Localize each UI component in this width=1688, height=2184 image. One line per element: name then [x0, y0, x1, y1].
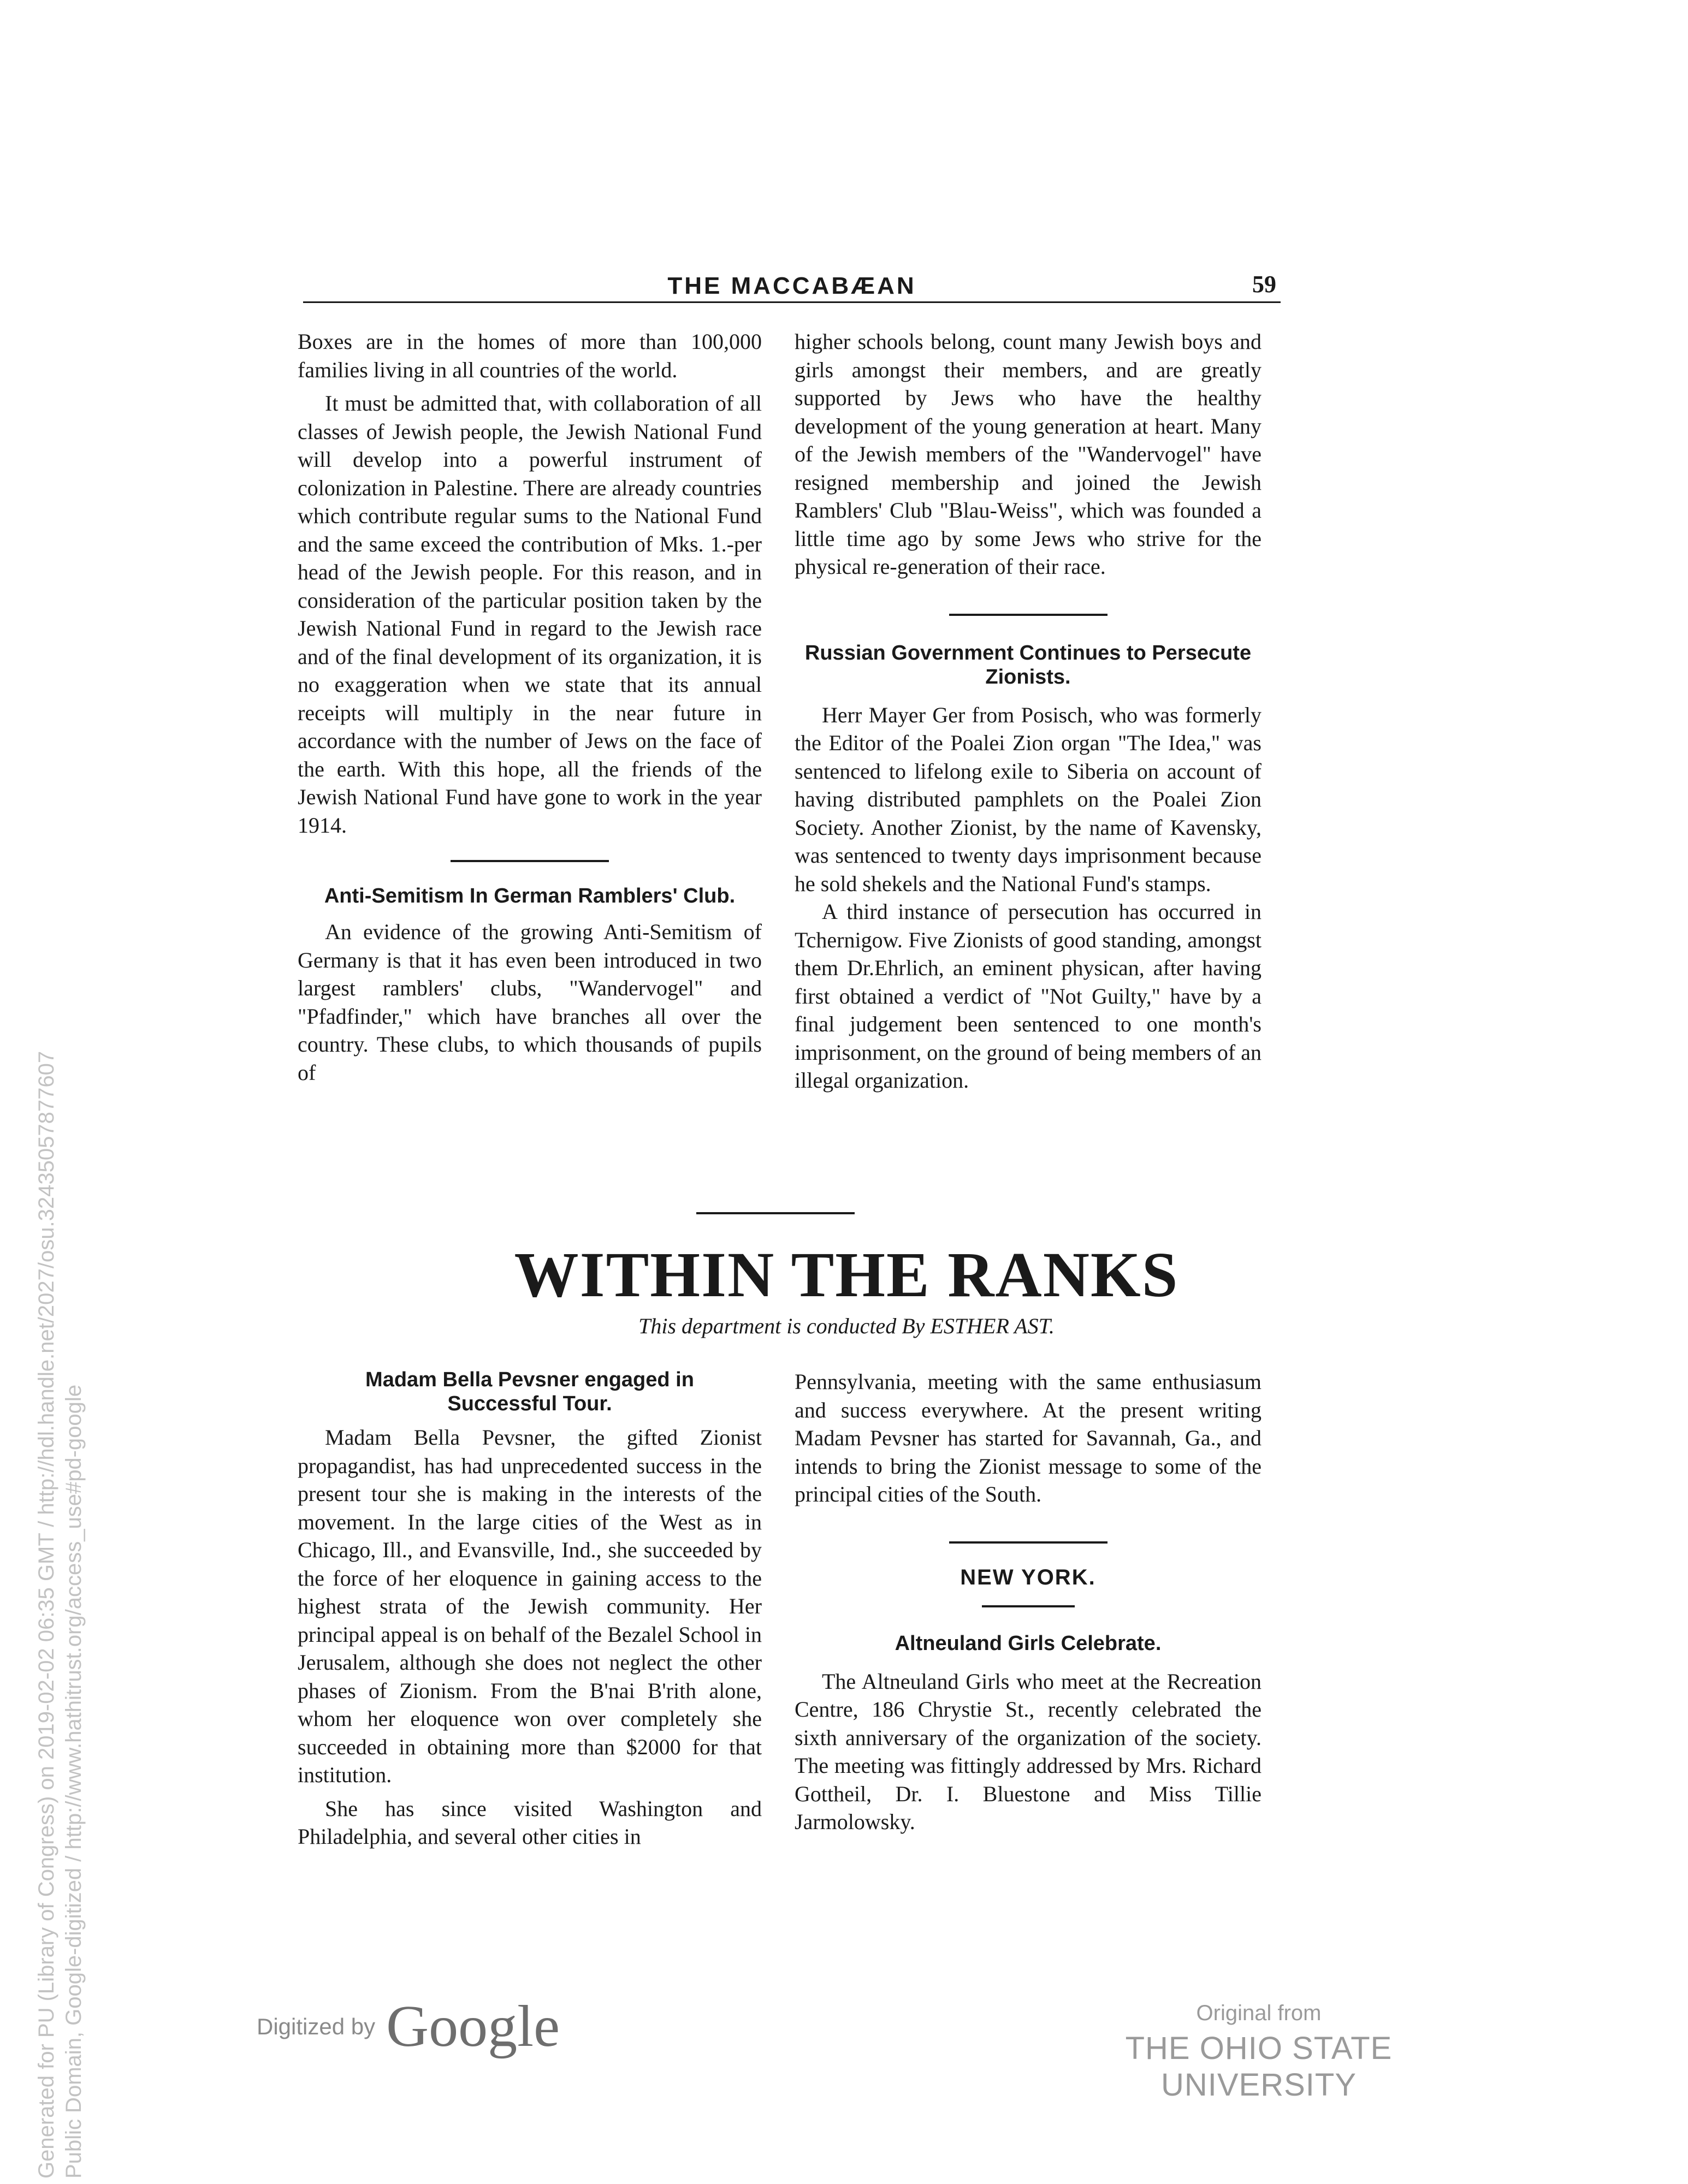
paragraph: higher schools belong, count many Jewish boys and girls amongst their members, and are greatly supported by Jews who have the healthy development of the young generation at heart. Many of the Jewish members of the "Wandervogel" have resigned membership and joined the Jewish Ramblers' Club "Blau-Weiss", which was founded a little time ago by some Jews who strive for the physical re-generation of their race. — [795, 329, 1261, 579]
paragraph: The Altneuland Girls who meet at the Recreation Centre, 186 Chrystie St., recently celebrated the sixth anniversary of the organization of the society. The meeting was fittingly addressed by Mrs. Richard Gottheil, Dr. I. Bluestone and Miss Tillie Jarmolowsky. — [795, 1669, 1261, 1834]
paragraph: Madam Bella Pevsner, the gifted Zionist propagandist, has had unprecedented success in the present tour she is making in the interests of the movement. In the large cities of the West as in Chicago, Ill., and Evansville, Ind., she succeeded by the force of her eloquence in gaining access to the highest strata of the Jewish community. Her principal appeal is on behalf of the Bezalel School in Jerusalem, although she does not neglect the other phases of Zionism. From the B'nai B'rith alone, whom her eloquence won over completely she succeeded in obtaining more than $2000 for that institution. — [298, 1425, 762, 1787]
google-logo: Google — [386, 1994, 560, 2059]
bottom-right-column — [795, 1368, 1261, 1836]
journal-title: THE MACCABÆAN — [667, 272, 916, 299]
paragraph: It must be admitted that, with collaboration of all classes of Jewish people, the Jewish National Fund will develop into a powerful instrument of colonization in Palestine. There are already countries which contribute regular sums to the National Fund and the same exceed the contribution of Mks. 1.-per head of the Jewish people. For this reason, and in consideration of the particular position taken by the Jewish National Fund in regard to the Jewish race and of the final development of its organization, it is no exaggeration when we state that its annual receipts will multiply in the near future in accordance with the number of Jews on the face of the earth. With this hope, all the friends of the Jewish National Fund have gone to work in the year 1914. — [298, 391, 762, 838]
banner-rule — [696, 1212, 855, 1214]
section-title: Russian Government Continues to Persecute Zionists. — [804, 641, 1252, 689]
hathitrust-watermark — [33, 1051, 87, 2179]
section-title: Madam Bella Pevsner engaged in Successful Tour. — [365, 1368, 694, 1415]
original-source — [1054, 2001, 1464, 2103]
paragraph: A third instance of persecution has occurred in Tchernigow. Five Zionists of good standing, amongst them Dr.Ehrlich, an eminent physican, after having first obtained a verdict of "Not Guilty," have by a final judgement been sentenced to one month's imprisonment, on the ground of being members of an illegal organization. — [795, 899, 1261, 1093]
section-title: Anti-Semitism In German Ramblers' Club. — [324, 885, 736, 907]
bottom-left-column — [298, 1368, 762, 1851]
section-divider — [949, 1541, 1107, 1544]
top-left-column — [298, 328, 762, 1087]
paragraph: Pennsylvania, meeting with the same enthusiasum and success everywhere. At the present writing Madam Pevsner has started for Savannah, Ga., and intends to bring the Zionist message to some of the principal cities of the South. — [795, 1369, 1261, 1506]
university-name: THE OHIO STATE UNIVERSITY — [1125, 2031, 1393, 2103]
city-heading: NEW YORK. — [960, 1565, 1096, 1589]
paragraph: Herr Mayer Ger from Posisch, who was formerly the Editor of the Poalei Zion organ "The Idea," was sentenced to lifelong exile to Siberia on account of having distributed pamphlets on the Poalei Zion Society. Another Zionist, by the name of Kavensky, was sentenced to twenty days imprisonment because he sold shekels and the National Fund's stamps. — [795, 702, 1261, 896]
paragraph: An evidence of the growing Anti-Semitism of Germany is that it has even been introduced in two largest ramblers' clubs, "Wandervogel" and "Pfadfinder," which have branches all over the country. These clubs, to which thousands of pupils of — [298, 919, 762, 1085]
page-number: 59 — [1252, 271, 1276, 298]
digitized-by-google-logo — [257, 1993, 560, 2058]
watermark-line: Generated for PU (Library of Congress) on 2019-02-02 06:35 GMT / http://hdl.handle.net/2027/osu.32435057877607 — [34, 1051, 58, 2179]
original-from-label: Original from — [1196, 2001, 1322, 2025]
section-divider — [451, 860, 609, 862]
department-title: WITHIN THE RANKS — [514, 1239, 1179, 1310]
paragraph: Boxes are in the homes of more than 100,000 families living in all countries of the world. — [298, 329, 762, 382]
department-byline: This department is conducted By ESTHER AST. — [638, 1314, 1055, 1338]
paragraph: She has since visited Washington and Philadelphia, and several other cities in — [298, 1796, 762, 1849]
watermark-line: Public Domain, Google-digitized / http://www.hathitrust.org/access_use#pd-google — [62, 1384, 86, 2179]
section-title: Altneuland Girls Celebrate. — [895, 1631, 1162, 1655]
digitized-label: Digitized by — [257, 2014, 376, 2039]
section-divider — [949, 614, 1107, 616]
top-right-column — [795, 328, 1261, 1095]
header-rule — [303, 301, 1281, 303]
page-header — [303, 265, 1281, 303]
section-divider — [982, 1605, 1075, 1607]
